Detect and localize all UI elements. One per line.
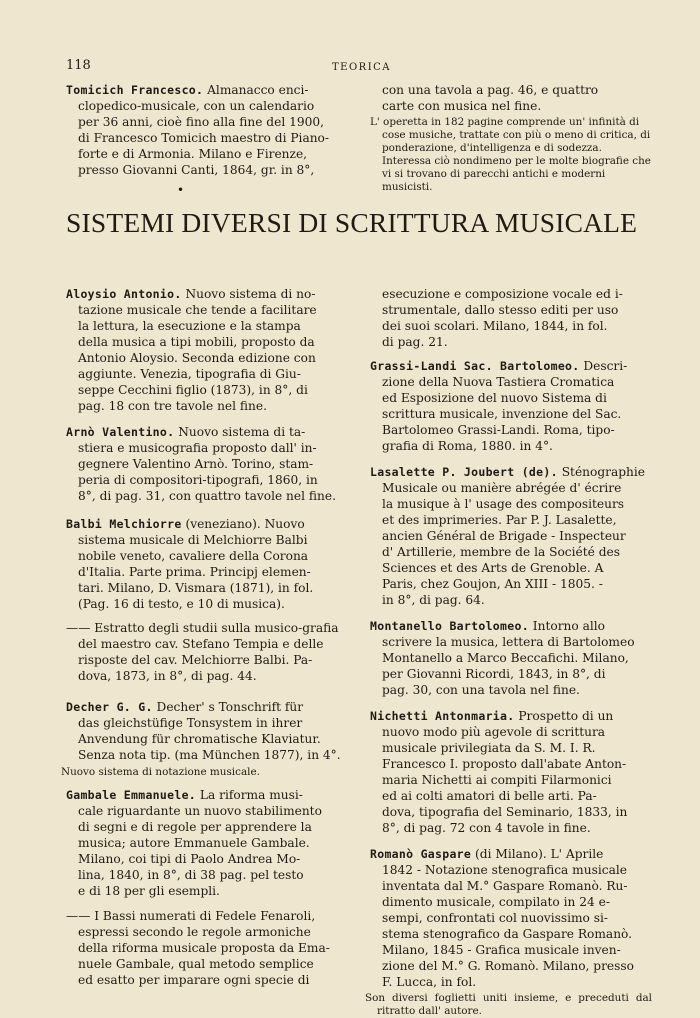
entry-gambale: Gambale Emmanuele. La riforma musi- cale riguardante un nuovo stabilimento di segni e di regole per apprendere la musica; autore Emmanuele Gambale. Milano, coi tipi di Paolo Andrea Mo- lina, 1840, in 8°, di 38 pag. pel testo e di 18 per gli esempli. —— I Bassi numerati di Fedele Fenaroli, espressi secondo le regole armoniche della riforma musicale proposta da Ema- nuele Gambale, qual metodo semplice ed esatto per imparare ogni specie di — [66, 787, 348, 988]
entry-author: Montanello Bartolomeo. — [370, 619, 529, 633]
entry-note: Nuovo sistema di notazione musicale. — [61, 766, 260, 778]
entry-gambale-extract: —— I Bassi numerati di Fedele Fenaroli, espressi secondo le regole armoniche della riforma musicale proposta da Ema- nuele Gambale, qual metodo semplice ed esatto per imparare ogni specie di — [66, 909, 330, 987]
entry-note: L' operetta in 182 pagine comprende un' infinità di cose musiche, trattate con più o meno di critica, di ponderazione, d'intelligenza e di sodezza. Interessa ciò nondimeno per le molte biografie che vi si trovano di parecchi antichi e moderni musicisti. — [370, 116, 651, 193]
entry-grassi-landi: Grassi-Landi Sac. Bartolomeo. Descri- zione della Nuova Tastiera Cromatica ed Esposizione del nuovo Sistema di scrittura musicale, invenzione del Sac. Bartolomeo Grassi-Landi. Roma, tipo- grafia di Roma, 1880. in 4°. — [370, 359, 628, 453]
entry-decher: Decher G. G. Decher' s Tonschrift für das gleichstüfige Tonsystem in ihrer Anvendung für chromatische Klaviatur. Senza nota tip. (ma München 1877), in 4°. Nuovo sistema di notazione musicale. — [66, 699, 348, 779]
entry-aloysio: Aloysio Antonio. Nuovo sistema di no- tazione musicale che tende a facilitare la lettura, la esecuzione e la stampa della musica a tipi mobili, proposto da Antonio Aloysio. Seconda edizione con aggiunte. Venezia, tipografia di Giu- seppe Cecchini figlio (1873), in 8°, di pag. 18 con tre tavole nel fine. — [66, 287, 317, 413]
entry-author: Romanò Gaspare — [370, 847, 472, 861]
section-title: SISTEMI DIVERSI DI SCRITTURA MUSICALE — [66, 207, 638, 238]
entry-gambale-continued: esecuzione e composizione vocale ed i- strumentale, dallo stesso editi per uso dei suoi scolari. Milano, 1844, in fol. di pag. 21. — [382, 287, 623, 349]
running-title: TEORICA — [332, 62, 392, 73]
entry-note: Son diversi foglietti uniti insieme, e preceduti dal ritratto dall' autore. — [365, 992, 652, 1017]
entry-author: Grassi-Landi Sac. Bartolomeo. — [370, 359, 580, 373]
entry-author: Aloysio Antonio. — [66, 287, 182, 301]
entry-author: Gambale Emmanuele. — [66, 788, 197, 802]
entry-author: Lasalette P. Joubert (de). — [370, 465, 558, 479]
entry-lasalette: Lasalette P. Joubert (de). Sténographie Musicale ou manière abrégée d' écrire la musique à l' usage des compositeurs et des imprimeries. Par P. J. Lasalette, ancien Général de Brigade - Inspecteur d' Artillerie, membre de la Société des Sciences et des Arts de Grenoble. A Paris, chez Goujon, An XIII - 1805. - in 8°, di pag. 64. — [370, 465, 646, 607]
entry-author: Arnò Valentino. — [66, 425, 175, 439]
entry-nichetti: Nichetti Antonmaria. Prospetto di un nuovo modo più agevole di scrittura musicale privilegiata da S. M. I. R. Francesco I. proposto dall'abate Anton- maria Nichetti ai compiti Filarmonici ed ai colti amatori di belle arti. Pa- dova, tipografia del Seminario, 1833, in 8°, di pag. 72 con 4 tavole in fine. — [370, 709, 628, 835]
entry-tomicich-continued: con una tavola a pag. 46, e quattro carte con musica nel fine. L' operetta in 182 pagine comprende un' infinità di cose musiche, trattate con più o meno di critica, di ponderazione, d'intelligenza e di sodezza. Interessa ciò nondimeno per le molte biografie che vi si trovano di parecchi antichi e moderni musicisti. — [382, 82, 654, 194]
entry-author: Tomicich Francesco. — [66, 83, 204, 97]
entry-author: Decher G. G. — [66, 700, 153, 714]
left-column — [61, 286, 348, 988]
entry-author: Balbi Melchiorre — [66, 517, 182, 531]
entry-balbi-extract: —— Estratto degli studii sulla musico-grafia del maestro cav. Stefano Tempia e delle risposte del cav. Melchiorre Balbi. Pa- dova, 1873, in 8°, di pag. 44. — [66, 621, 339, 683]
entry-arno: Arnò Valentino. Nuovo sistema di ta- stiera e musicografia proposto dall' in- gegnere Valentino Arnò. Torino, stam- peria di compositori-tipografi, 1860, in 8°, di pag. 31, con quattro tavole nel fine. — [66, 425, 336, 503]
entry-romano: Romanò Gaspare (di Milano). L' Aprile 1842 - Notazione stenografica musicale inventata dal M.° Gaspare Romanò. Ru- dimento musicale, compilato in 24 e- sempi, confrontati col nuovissimo si- stema stenografico da Gaspare Romanò. Milano, 1845 - Grafica musicale inven- zione del M.° G. Romanò. Milano, presso F. Lucca, in fol. Son diversi foglietti uniti insieme, e preceduti dal ritratto dall' autore. — [365, 847, 652, 1017]
page-number: 118 — [66, 58, 91, 73]
entry-body: clopedico-musicale, con un calendario per 36 anni, cioè fino alla fine del 1900, di Francesco Tomicich maestro di Piano- forte e di Armonia. Milano e Firenze, presso Giovanni Canti, 1864, gr. in 8°, — [78, 99, 330, 177]
ink-mark: • — [177, 183, 185, 197]
entry-tomicich: Tomicich Francesco. Almanacco enci- clopedico-musicale, con un calendario per 36 anni, cioè fino alla fine del 1900, di Francesco Tomicich maestro di Piano- forte e di Armonia. Milano e Firenze, presso Giovanni Canti, 1864, gr. in 8°, — [66, 82, 348, 178]
entry-author: Nichetti Antonmaria. — [370, 709, 515, 723]
entry-montanello: Montanello Bartolomeo. Intorno allo scrivere la musica, lettera di Bartolomeo Montanello a Marco Beccafichi. Milano, per Giovanni Ricordi, 1843, in 8°, di pag. 30, con una tavola nel fine. — [370, 619, 635, 697]
entry-balbi: Balbi Melchiorre (veneziano). Nuovo sistema musicale di Melchiorre Balbi nobile veneto, cavaliere della Corona d'Italia. Parte prima. Principj elemen- tari. Milano, D. Vismara (1871), in fol. (Pag. 16 di testo, e 10 di musica). —— Estratto degli studii sulla musico-grafia del maestro cav. Stefano Tempia e delle risposte del cav. Melchiorre Balbi. Pa- dova, 1873, in 8°, di pag. 44. — [66, 516, 348, 684]
right-column — [365, 286, 652, 1018]
